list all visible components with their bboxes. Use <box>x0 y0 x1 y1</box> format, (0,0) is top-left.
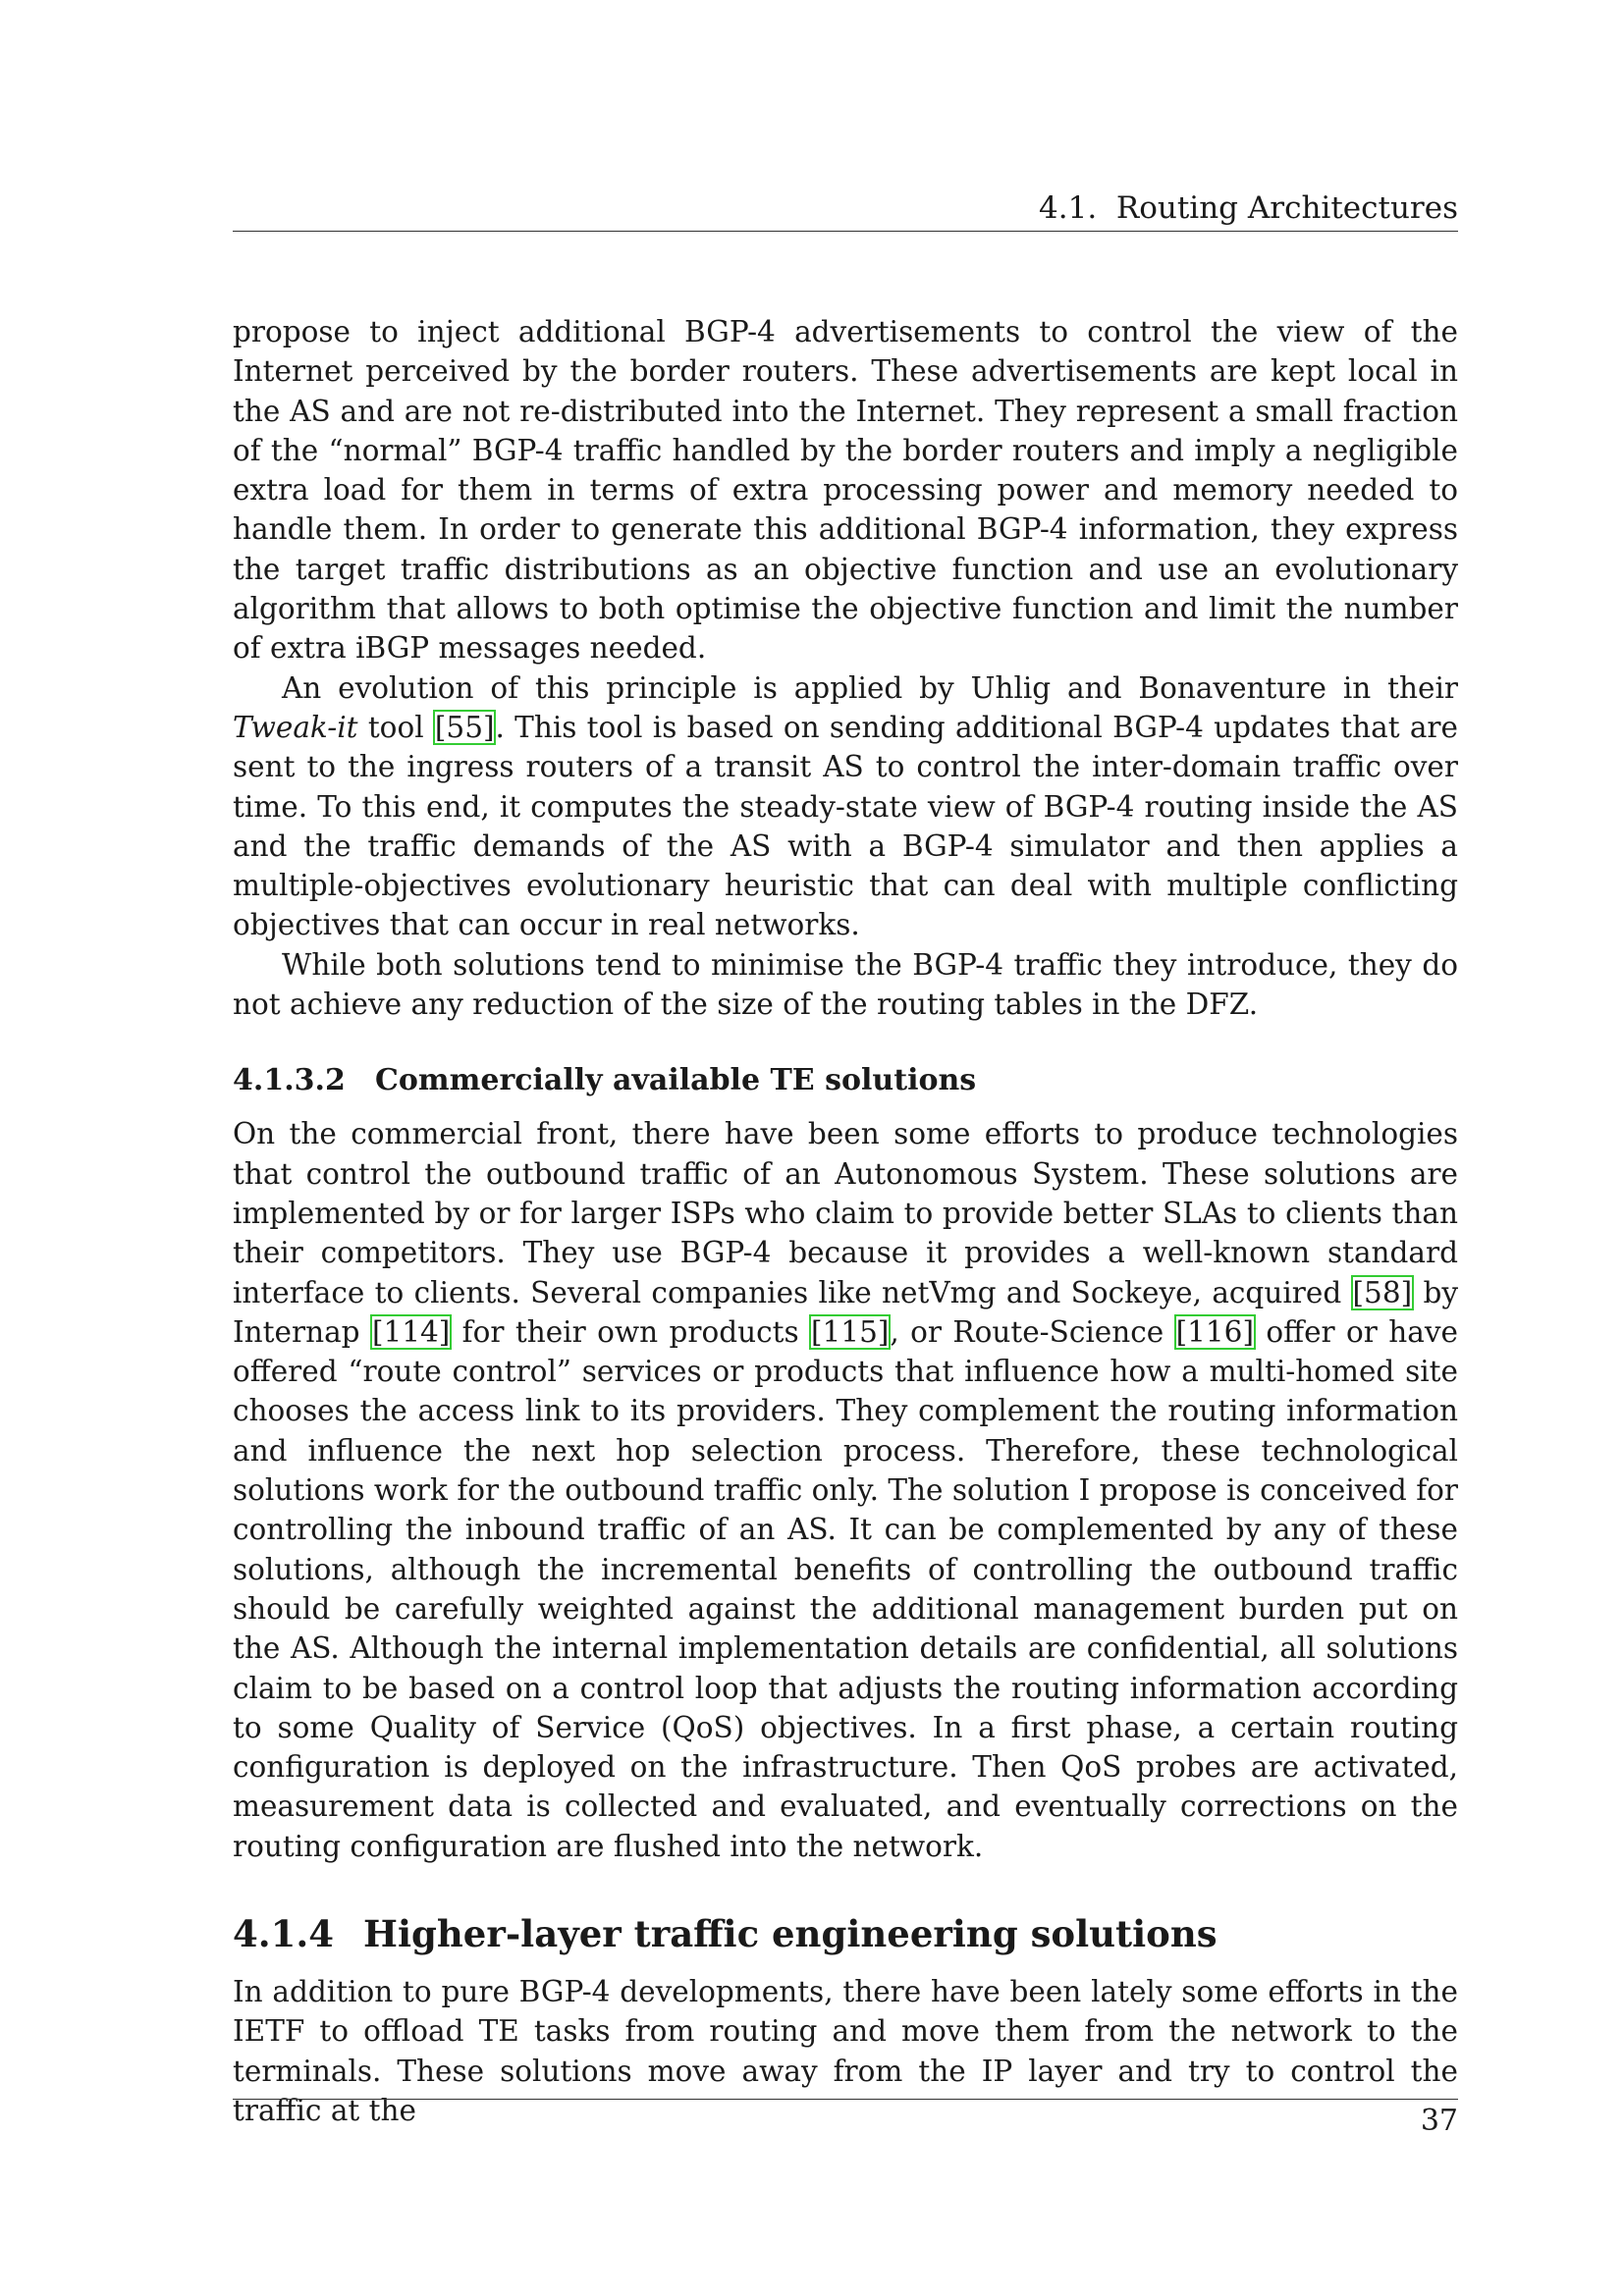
paragraph-4-text-e: offer or have offered “route control” services or products that influence how a multi-homed site chooses the access link to its providers. They complement the routing information and influence the next hop selection process. Therefore, these technological solutions work for the outbound traffic only. The solution I propose is conceived for controlling the inbound traffic of an AS. It can be complemented by any of these solutions, although the incremental benefits of controlling the outbound traffic should be carefully weighted against the additional management burden put on the AS. Although the internal implementation details are confidential, all solutions claim to be based on a control loop that adjusts the routing information according to some Quality of Service (QoS) objectives. In a first phase, a certain routing configuration is deployed on the infrastructure. Then QoS probes are activated, measurement data is collected and evaluated, and eventually corrections on the routing configuration are flushed into the network. <box>233 1314 1459 1863</box>
citation-link-58[interactable]: [58] <box>1352 1275 1413 1309</box>
citation-link-116[interactable]: [116] <box>1175 1314 1254 1349</box>
paragraph-4-text-c: for their own products <box>451 1314 811 1349</box>
citation-link-115[interactable]: [115] <box>811 1314 890 1349</box>
paragraph-3: While both solutions tend to minimise the BGP-4 traffic they introduce, they do not achieve any reduction of the size of the routing tables in the DFZ. <box>233 947 1458 1022</box>
paragraph-2-text-b: tool <box>357 710 434 744</box>
footer-rule <box>233 2099 1458 2100</box>
paragraph-2 <box>233 668 1458 945</box>
paragraph-4-text-b: by Internap <box>233 1275 1458 1349</box>
running-header: 4.1. Routing Architectures <box>1039 190 1458 226</box>
tool-name-italic: Tweak-it <box>233 710 358 744</box>
paragraph-4-text-a: On the commercial front, there have been some efforts to produce technologies that control the outbound traffic of an Autonomous System. These solutions are implemented by or for larger ISPs who claim to provide better SLAs to clients than their competitors. They use BGP-4 because it provides a well-known standard interface to clients. Several companies like netVmg and Sockeye, acquired <box>233 1117 1458 1309</box>
paragraph-2-text-c: . This tool is based on sending additional BGP-4 updates that are sent to the ingress routers of a transit AS to control the inter-domain traffic over time. To this end, it computes the steady-state view of BGP-4 routing inside the AS and the traffic demands of the AS with a BGP-4 simulator and then applies a multiple-objectives evolutionary heuristic that can deal with multiple conflicting objectives that can occur in real networks. <box>233 710 1458 942</box>
subsection-heading <box>233 1911 1458 1956</box>
subsubsection-number: 4.1.3.2 <box>233 1063 346 1098</box>
citation-link-114[interactable]: [114] <box>371 1314 451 1349</box>
paragraph-4-text-d: , or Route-Science <box>890 1314 1175 1349</box>
subsection-title: Higher-layer traffic engineering solutions <box>363 1911 1218 1955</box>
subsubsection-title: Commercially available TE solutions <box>375 1063 977 1098</box>
header-rule <box>233 231 1458 232</box>
citation-link-55[interactable]: [55] <box>434 710 495 744</box>
subsection-number: 4.1.4 <box>233 1911 334 1955</box>
paragraph-5: In addition to pure BGP-4 developments, there have been lately some efforts in the IETF to offload TE tasks from routing and move them from the network to the terminals. These solutions move away from the IP layer and try to control the traffic at the <box>233 1974 1458 2127</box>
paragraph-4 <box>233 1114 1458 1866</box>
main-text <box>233 312 1458 2130</box>
paragraph-1: propose to inject additional BGP-4 advertisements to control the view of the Internet perceived by the border routers. These advertisements are kept local in the AS and are not re-distributed into the Internet. They represent a small fraction of the “normal” BGP-4 traffic handled by the border routers and imply a negligible extra load for them in terms of extra processing power and memory needed to handle them. In order to generate this additional BGP-4 information, they express the target traffic distributions as an objective function and use an evolutionary algorithm that allows to both optimise the objective function and limit the number of extra iBGP messages needed. <box>233 315 1458 666</box>
page <box>233 0 1458 2296</box>
subsubsection-heading <box>233 1061 1458 1100</box>
page-number: 37 <box>1420 2104 1458 2138</box>
paragraph-2-text-a: An evolution of this principle is applied by Uhlig and Bonaventure in their <box>282 670 1458 705</box>
